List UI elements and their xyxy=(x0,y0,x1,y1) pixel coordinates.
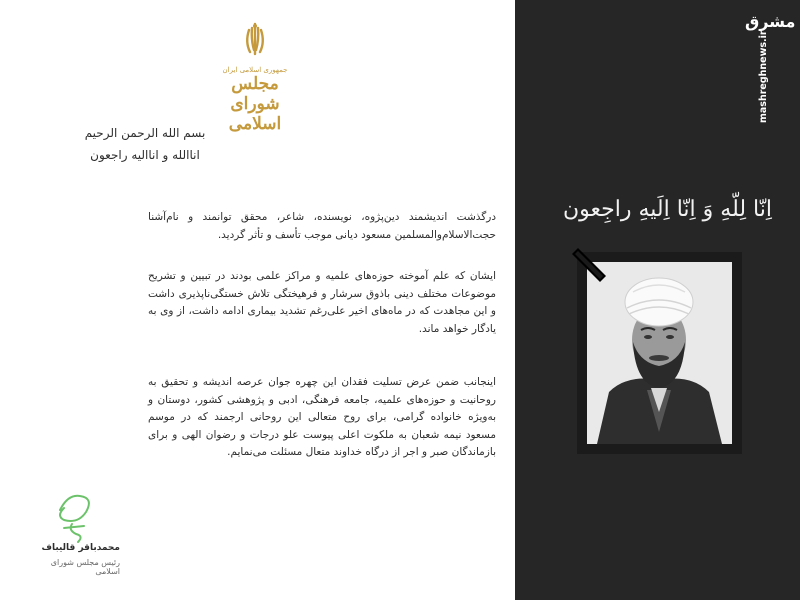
parliament-emblem xyxy=(205,20,305,134)
signature-name: محمدباقر قالیباف xyxy=(41,543,120,553)
inna-calligraphy: اِنّا لِلّهِ وَ اِنّا اِلَیهِ راجِعون xyxy=(563,197,772,222)
inna-line: اناالله و اناالیه راجعون xyxy=(90,148,200,162)
portrait-frame xyxy=(577,252,742,454)
signature-mark-icon xyxy=(50,490,98,545)
basmala-line: بسم الله الرحمن الرحیم xyxy=(84,126,206,140)
emblem-icon xyxy=(205,20,305,68)
emblem-title: مجلس شورای اسلامی xyxy=(228,74,282,134)
emblem-subtitle: جمهوری اسلامی ایران xyxy=(222,66,288,74)
paragraph-1: درگذشت اندیشمند دین‌پژوه، نویسنده، شاعر، محقق توانمند و نام‌آشنا حجت‌الاسلام‌والمسلمین مسعود دیانی موجب تأسف و تأثر گردید. xyxy=(148,211,496,241)
paragraph-2: ایشان که علم آموخته حوزه‌های علمیه و مراکز علمی بودند در تبیین و تشریح موضوعات مختلف دینی باذوق سرشار و فرهیختگی تلاش خستگی‌ناپذیری داشت و این مجاهدت که در ماه‌های اخیر علی‌رغم تشدید بیماری ادامه داشت، از وی به یادگار خواهد ماند. xyxy=(148,270,496,335)
signature-title: رئیس مجلس شورای اسلامی xyxy=(50,558,120,576)
mashregh-logo: مشرق xyxy=(745,12,796,31)
brand-url: mashreghnews.ir xyxy=(758,30,769,123)
cleric-portrait-icon xyxy=(587,262,732,444)
mourning-ribbon-icon xyxy=(572,248,606,282)
portrait-photo xyxy=(587,262,732,444)
paragraph-3: اینجانب ضمن عرض تسلیت فقدان این چهره جوان عرصه اندیشه و تحقیق به روحانیت و حوزه‌های علمیه، جامعه فرهنگی، ادبی و پژوهشی کشور، دوستان و به‌ویژه خانواده گرامی، برای روح متعالی این روحانی ارجمند که در موسم مسعود نیمه شعبان به ملکوت اعلی پیوست علو درجات و رضوان الهی و برای بازماندگان صبر و اجر از درگاه خداوند متعال مسئلت می‌نمایم. xyxy=(148,376,496,458)
